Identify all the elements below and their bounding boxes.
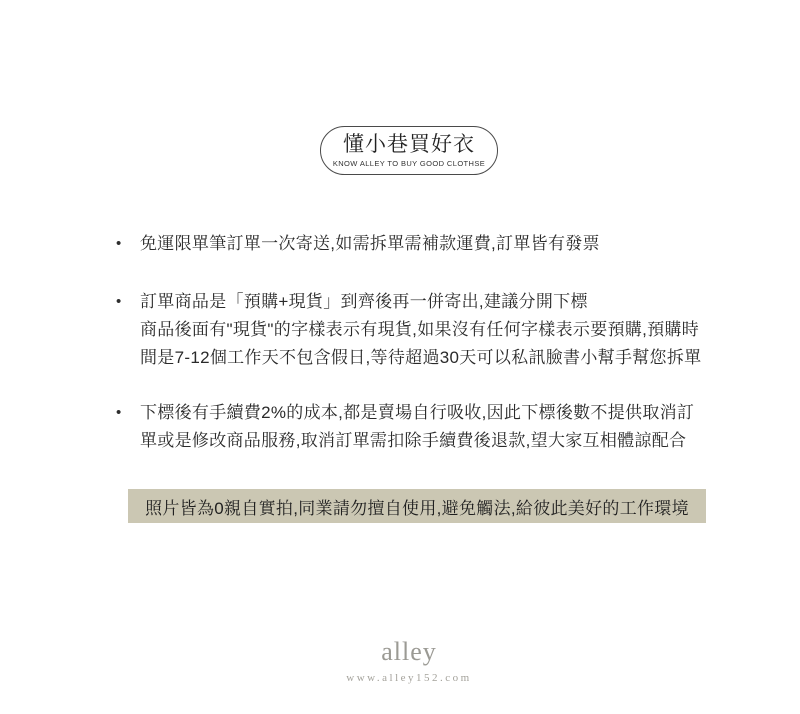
policy-item-cancellation: [112, 399, 732, 455]
shop-name-english: KNOW ALLEY TO BUY GOOD CLOTHSE: [332, 159, 486, 169]
bullet-icon: [112, 399, 140, 427]
policy-item-preorder: [112, 288, 732, 372]
policy-text-line: 訂單商品是「預購+現貨」到齊後再一併寄出,建議分開下標: [140, 292, 588, 311]
photo-copyright-notice: [128, 489, 706, 523]
brand-logo-text: alley: [381, 637, 437, 666]
policy-text-line: 免運限單筆訂單一次寄送,如需拆單需補款運費,訂單皆有發票: [140, 234, 600, 253]
photo-copyright-text: 照片皆為0親自實拍,同業請勿擅自使用,避免觸法,給彼此美好的工作環境: [145, 498, 689, 518]
shop-logo-badge: [320, 126, 498, 175]
policy-text-line: 單或是修改商品服務,取消訂單需扣除手續費後退款,望大家互相體諒配合: [140, 431, 687, 450]
bullet-icon: [112, 230, 140, 258]
shop-name: 懂小巷買好衣: [343, 132, 475, 156]
policy-item-shipping: [112, 230, 732, 258]
policy-text-line: 下標後有手續費2%的成本,都是賣場自行吸收,因此下標後數不提供取消訂: [140, 403, 695, 422]
brand-website-url: www.alley152.com: [346, 671, 472, 684]
footer-brand: [0, 638, 800, 684]
policy-text-line: 商品後面有"現貨"的字樣表示有現貨,如果沒有任何字樣表示要預購,預購時: [140, 320, 700, 339]
bullet-icon: [112, 288, 140, 316]
policy-text-line: 間是7-12個工作天不包含假日,等待超過30天可以私訊臉書小幫手幫您拆單: [140, 348, 702, 367]
